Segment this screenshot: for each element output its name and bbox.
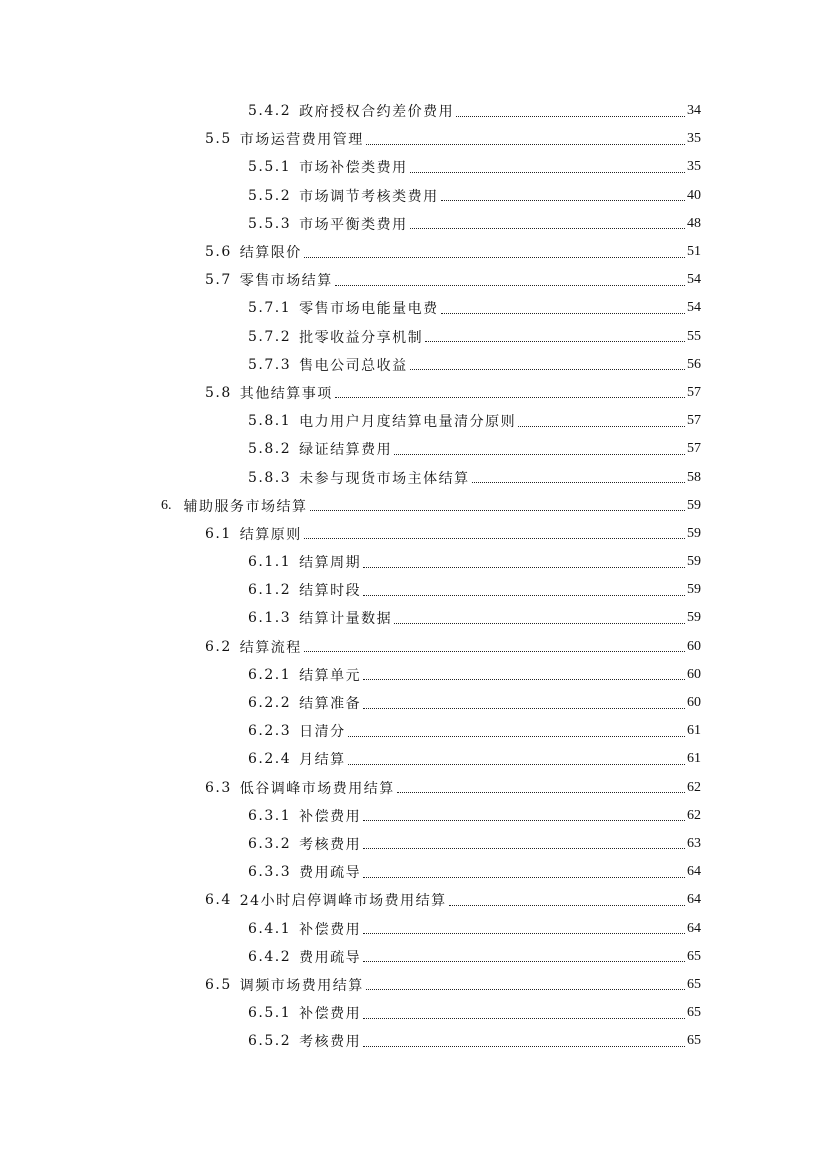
toc-entry-page: 40	[687, 187, 701, 203]
toc-entry-title: 市场调节考核类费用	[299, 188, 439, 205]
toc-entry[interactable]	[0, 914, 827, 942]
dot-leader	[363, 1018, 685, 1019]
toc-entry-number: 6.1.2	[248, 582, 292, 599]
toc-entry-number: 6.4.1	[248, 920, 292, 937]
dot-leader	[456, 116, 685, 117]
dot-leader	[335, 397, 685, 398]
toc-entry-page: 59	[687, 554, 701, 570]
toc-entry-number: 5.5.1	[248, 159, 292, 176]
toc-entry-page: 65	[687, 948, 701, 964]
toc-entry[interactable]	[0, 294, 827, 322]
toc-entry-page: 35	[687, 159, 701, 175]
toc-entry-page: 35	[687, 131, 701, 147]
toc-entry[interactable]	[0, 717, 827, 745]
toc-entry[interactable]	[0, 407, 827, 435]
toc-entry-title: 售电公司总收益	[299, 357, 408, 374]
dot-leader	[348, 764, 685, 765]
toc-entry[interactable]	[0, 97, 827, 125]
toc-entry-number: 6.5.1	[248, 1005, 292, 1022]
toc-entry-title: 结算周期	[299, 555, 362, 572]
toc-entry-number: 5.7	[205, 272, 232, 289]
toc-entry-number: 5.8.3	[248, 469, 292, 486]
toc-entry[interactable]	[0, 548, 827, 576]
dot-leader	[425, 341, 685, 342]
toc-entry[interactable]	[0, 971, 827, 999]
toc-entry-page: 59	[687, 525, 701, 541]
dot-leader	[363, 708, 685, 709]
toc-entry-page: 54	[687, 272, 701, 288]
toc-entry-number: 6.2.1	[248, 666, 292, 683]
toc-entry[interactable]	[0, 435, 827, 463]
toc-entry-page: 51	[687, 244, 701, 260]
toc-entry[interactable]	[0, 323, 827, 351]
dot-leader	[410, 369, 685, 370]
toc-entry-page: 56	[687, 356, 701, 372]
dot-leader	[363, 961, 685, 962]
toc-entry-number: 6.5.2	[248, 1033, 292, 1050]
toc-entry[interactable]	[0, 830, 827, 858]
toc-entry-title: 考核费用	[299, 1034, 362, 1051]
toc-entry-number: 6.3.2	[248, 835, 292, 852]
toc-entry[interactable]	[0, 182, 827, 210]
toc-entry-title: 日清分	[299, 724, 346, 741]
toc-entry-page: 58	[687, 469, 701, 485]
toc-entry-page: 59	[687, 497, 701, 513]
toc-entry-number: 6.2.3	[248, 723, 292, 740]
dot-leader	[366, 989, 685, 990]
toc-entry-number: 5.4.2	[248, 103, 292, 120]
toc-entry-title: 费用疏导	[299, 949, 362, 966]
toc-entry[interactable]	[0, 745, 827, 773]
toc-entry-number: 5.6	[205, 244, 232, 261]
toc-entry-page: 60	[687, 638, 701, 654]
toc-entry-page: 64	[687, 892, 701, 908]
toc-entry-page: 61	[687, 751, 701, 767]
dot-leader	[441, 200, 685, 201]
toc-entry-page: 62	[687, 807, 701, 823]
toc-entry-number: 6.1.1	[248, 554, 292, 571]
toc-entry-number: 6.5	[205, 976, 232, 993]
toc-entry[interactable]	[0, 153, 827, 181]
toc-entry-number: 6.3.1	[248, 807, 292, 824]
toc-entry-title: 零售市场电能量电费	[299, 301, 439, 318]
toc-entry-title: 24小时启停调峰市场费用结算	[239, 893, 447, 910]
dot-leader	[366, 144, 685, 145]
toc-entry-number: 5.8	[205, 384, 232, 401]
toc-entry-title: 补偿费用	[299, 1006, 362, 1023]
toc-entry[interactable]	[0, 802, 827, 830]
toc-entry-page: 60	[687, 695, 701, 711]
dot-leader	[363, 877, 685, 878]
toc-entry-page: 65	[687, 976, 701, 992]
toc-entry-title: 市场平衡类费用	[299, 216, 408, 233]
toc-entry-title: 低谷调峰市场费用结算	[239, 780, 395, 797]
toc-entry[interactable]	[0, 858, 827, 886]
dot-leader	[472, 482, 685, 483]
toc-entry[interactable]	[0, 689, 827, 717]
toc-entry[interactable]	[0, 379, 827, 407]
toc-entry[interactable]	[0, 774, 827, 802]
toc-entry-number: 5.5.3	[248, 215, 292, 232]
table-of-contents	[0, 97, 827, 1055]
toc-entry-title: 政府授权合约差价费用	[299, 104, 455, 121]
dot-leader	[363, 1046, 685, 1047]
toc-entry-title: 月结算	[299, 752, 346, 769]
dot-leader	[335, 285, 685, 286]
toc-entry-page: 48	[687, 215, 701, 231]
toc-entry-title: 市场补偿类费用	[299, 160, 408, 177]
toc-entry-number: 5.8.1	[248, 413, 292, 430]
toc-entry[interactable]	[0, 943, 827, 971]
toc-entry-page: 57	[687, 384, 701, 400]
toc-entry-page: 55	[687, 328, 701, 344]
toc-entry-page: 61	[687, 723, 701, 739]
dot-leader	[518, 426, 685, 427]
toc-entry-page: 65	[687, 1033, 701, 1049]
toc-entry-title: 批零收益分享机制	[299, 329, 424, 346]
toc-entry-title: 结算原则	[239, 526, 302, 543]
toc-entry-title: 考核费用	[299, 836, 362, 853]
toc-entry-number: 6.2	[205, 638, 232, 655]
toc-entry-page: 57	[687, 441, 701, 457]
toc-entry-title: 未参与现货市场主体结算	[299, 470, 470, 487]
toc-entry-title: 市场运营费用管理	[239, 132, 364, 149]
dot-leader	[363, 567, 685, 568]
toc-entry-number: 6.4	[205, 892, 232, 909]
toc-entry-number: 6.	[161, 497, 172, 513]
toc-entry-number: 5.7.1	[248, 300, 292, 317]
toc-entry-title: 调频市场费用结算	[239, 977, 364, 994]
toc-entry-title: 补偿费用	[299, 808, 362, 825]
toc-entry-number: 5.5	[205, 131, 232, 148]
toc-entry[interactable]	[0, 520, 827, 548]
toc-entry-title: 结算准备	[299, 696, 362, 713]
toc-entry-page: 60	[687, 666, 701, 682]
toc-entry-page: 63	[687, 835, 701, 851]
toc-entry-page: 59	[687, 582, 701, 598]
dot-leader	[310, 510, 686, 511]
toc-entry-page: 64	[687, 920, 701, 936]
toc-entry[interactable]	[0, 266, 827, 294]
toc-entry-page: 57	[687, 413, 701, 429]
toc-entry-title: 结算限价	[239, 245, 302, 262]
dot-leader	[363, 679, 685, 680]
dot-leader	[394, 623, 685, 624]
toc-entry[interactable]	[0, 999, 827, 1027]
toc-entry[interactable]	[0, 125, 827, 153]
toc-entry-title: 补偿费用	[299, 921, 362, 938]
toc-entry-number: 6.1.3	[248, 610, 292, 627]
toc-entry-title: 结算计量数据	[299, 611, 393, 628]
dot-leader	[397, 792, 685, 793]
toc-entry-page: 64	[687, 864, 701, 880]
toc-entry-title: 结算时段	[299, 583, 362, 600]
toc-entry-number: 6.3.3	[248, 864, 292, 881]
toc-entry-number: 5.7.3	[248, 356, 292, 373]
dot-leader	[363, 595, 685, 596]
toc-entry-title: 零售市场结算	[239, 273, 333, 290]
dot-leader	[304, 651, 685, 652]
toc-entry[interactable]	[0, 576, 827, 604]
dot-leader	[394, 454, 685, 455]
dot-leader	[410, 228, 685, 229]
dot-leader	[363, 933, 685, 934]
toc-entry[interactable]	[0, 463, 827, 491]
toc-entry-page: 54	[687, 300, 701, 316]
toc-entry[interactable]	[0, 886, 827, 914]
toc-entry-number: 6.3	[205, 779, 232, 796]
toc-entry[interactable]	[0, 1027, 827, 1055]
toc-entry-number: 6.2.2	[248, 695, 292, 712]
dot-leader	[410, 172, 685, 173]
toc-entry[interactable]	[0, 238, 827, 266]
toc-entry[interactable]	[0, 604, 827, 632]
toc-entry-page: 65	[687, 1005, 701, 1021]
toc-entry-title: 辅助服务市场结算	[183, 498, 308, 515]
toc-entry[interactable]	[0, 633, 827, 661]
toc-entry-page: 62	[687, 779, 701, 795]
toc-entry-title: 绿证结算费用	[299, 442, 393, 459]
toc-entry-title: 结算单元	[299, 667, 362, 684]
dot-leader	[304, 538, 685, 539]
dot-leader	[363, 820, 685, 821]
dot-leader	[348, 736, 685, 737]
toc-entry[interactable]	[0, 210, 827, 238]
toc-entry[interactable]	[0, 492, 827, 520]
toc-entry-number: 5.8.2	[248, 441, 292, 458]
toc-entry-number: 5.7.2	[248, 328, 292, 345]
toc-entry-title: 其他结算事项	[239, 385, 333, 402]
toc-entry-number: 5.5.2	[248, 187, 292, 204]
toc-entry[interactable]	[0, 351, 827, 379]
toc-entry-number: 6.1	[205, 525, 232, 542]
dot-leader	[449, 905, 685, 906]
toc-entry-page: 34	[687, 103, 701, 119]
toc-entry-number: 6.4.2	[248, 948, 292, 965]
dot-leader	[304, 257, 685, 258]
toc-entry-title: 结算流程	[239, 639, 302, 656]
toc-entry[interactable]	[0, 661, 827, 689]
toc-entry-number: 6.2.4	[248, 751, 292, 768]
dot-leader	[363, 848, 685, 849]
toc-entry-title: 费用疏导	[299, 865, 362, 882]
toc-entry-title: 电力用户月度结算电量清分原则	[299, 414, 517, 431]
dot-leader	[441, 313, 685, 314]
toc-entry-page: 59	[687, 610, 701, 626]
